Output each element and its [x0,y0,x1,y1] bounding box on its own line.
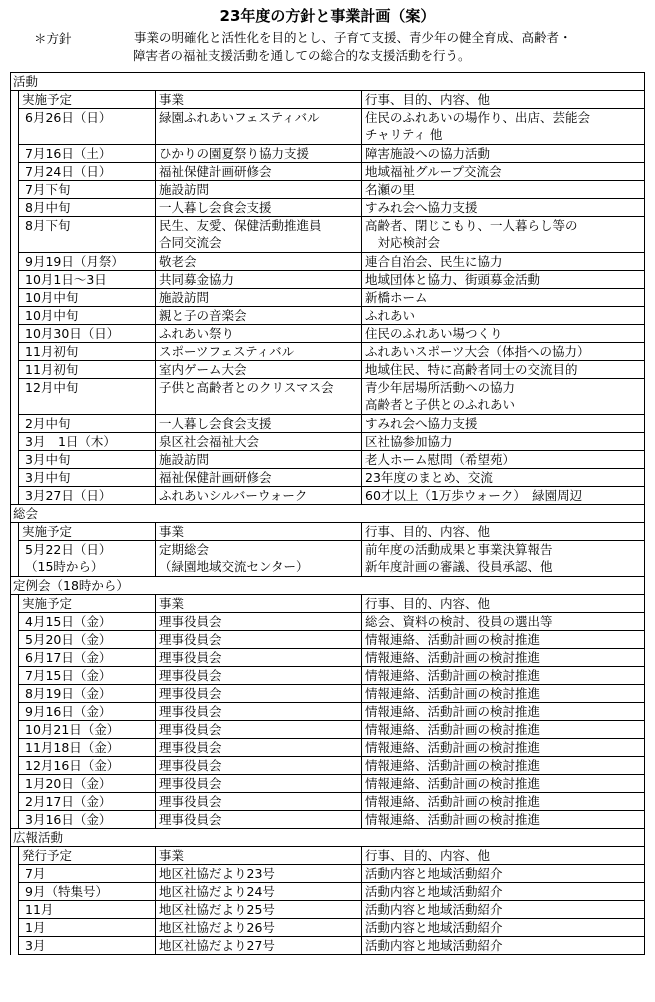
event-cell: 理事役員会 [156,631,362,649]
schedule-cell: 6月17日（金） [19,649,156,667]
details-cell [362,109,645,145]
indent-gutter [11,739,19,757]
indent-gutter [11,775,19,793]
table-row [11,289,645,307]
schedule-cell: 8月下旬 [19,217,156,253]
indent-gutter [11,685,19,703]
table-row [11,721,645,739]
indent-gutter [11,667,19,685]
schedule-cell: 10月1日～3日 [19,271,156,289]
details-cell: 活動内容と地域活動紹介 [362,865,645,883]
details-cell: 60才以上（1万歩ウォーク） 緑園周辺 [362,487,645,505]
details-cell [362,379,645,415]
schedule-cell: 3月中旬 [19,469,156,487]
header-event: 事業 [156,595,362,613]
event-cell: 理事役員会 [156,775,362,793]
event-cell: 地区社協だより27号 [156,937,362,955]
indent-gutter [11,865,19,883]
details-cell: すみれ会へ協力支援 [362,415,645,433]
schedule-cell: 1月20日（金） [19,775,156,793]
table-row [11,451,645,469]
details-cell: 障害施設への協力活動 [362,145,645,163]
event-cell: 理事役員会 [156,757,362,775]
header-schedule: 発行予定 [19,847,156,865]
section-header-row [11,91,645,109]
policy-line-1: 事業の明確化と活性化を目的とし、子育て支援、青少年の健全育成、高齢者・ [134,30,572,45]
schedule-cell: 10月中旬 [19,307,156,325]
event-cell [156,541,362,577]
details-cell: 新橋ホーム [362,289,645,307]
details-cell [362,217,645,253]
table-row [11,703,645,721]
details-cell: 地域福祉グループ交流会 [362,163,645,181]
table-row [11,901,645,919]
table-row [11,361,645,379]
table-row [11,181,645,199]
details-cell: 情報連絡、活動計画の検討推進 [362,739,645,757]
event-cell-line: 民生、友愛、保健活動推進員 [159,218,322,233]
schedule-cell: 12月中旬 [19,379,156,415]
table-row [11,739,645,757]
table-row [11,667,645,685]
details-cell: 情報連絡、活動計画の検討推進 [362,649,645,667]
event-cell: 理事役員会 [156,613,362,631]
table-row [11,919,645,937]
indent-gutter [11,901,19,919]
schedule-cell: 11月18日（金） [19,739,156,757]
header-event: 事業 [156,91,362,109]
header-details: 行事、目的、内容、他 [362,523,645,541]
indent-gutter [11,361,19,379]
table-row [11,469,645,487]
indent-gutter [11,415,19,433]
details-cell-line: 住民のふれあいの場作り、出店、芸能会 [365,110,591,125]
schedule-cell: 11月初旬 [19,361,156,379]
schedule-cell: 3月中旬 [19,451,156,469]
table-row [11,253,645,271]
indent-gutter [11,487,19,505]
event-cell: 理事役員会 [156,793,362,811]
event-cell: 共同募金協力 [156,271,362,289]
section-header-row [11,595,645,613]
policy-block [0,26,655,72]
event-cell: ふれあいシルバーウォーク [156,487,362,505]
details-cell: 情報連絡、活動計画の検討推進 [362,685,645,703]
indent-gutter [11,649,19,667]
table-row [11,541,645,577]
event-cell: 地区社協だより24号 [156,883,362,901]
indent-gutter [11,181,19,199]
indent-gutter [11,451,19,469]
table-row [11,343,645,361]
indent-gutter [11,937,19,955]
event-cell: 福祉保健計画研修会 [156,469,362,487]
details-cell [362,541,645,577]
indent-gutter [11,145,19,163]
event-cell: ひかりの園夏祭り協力支援 [156,145,362,163]
event-cell-line: 合同交流会 [159,235,222,250]
event-cell: 地区社協だより25号 [156,901,362,919]
table-row [11,793,645,811]
schedule-cell: 3月16日（金） [19,811,156,829]
details-cell-line: 新年度計画の審議、役員承認、他 [365,559,553,574]
details-cell: 活動内容と地域活動紹介 [362,883,645,901]
schedule-cell: 9月（特集号） [19,883,156,901]
section-title-row [11,73,645,91]
header-event: 事業 [156,523,362,541]
event-cell: 理事役員会 [156,703,362,721]
header-details: 行事、目的、内容、他 [362,847,645,865]
details-cell: 区社協参加協力 [362,433,645,451]
table-row [11,109,645,145]
event-cell: 理事役員会 [156,721,362,739]
indent-gutter [11,631,19,649]
details-cell: 情報連絡、活動計画の検討推進 [362,721,645,739]
event-cell: 地区社協だより26号 [156,919,362,937]
event-cell: ふれあい祭り [156,325,362,343]
schedule-cell: 5月20日（金） [19,631,156,649]
event-cell: 地区社協だより23号 [156,865,362,883]
details-cell: 情報連絡、活動計画の検討推進 [362,667,645,685]
schedule-cell: 10月30日（日） [19,325,156,343]
table-row [11,325,645,343]
policy-label: ＊方針 [34,31,72,46]
event-cell [156,217,362,253]
indent-gutter [11,253,19,271]
details-cell-line: 青少年居場所活動への協力 [365,380,516,395]
event-cell: スポーツフェスティバル [156,343,362,361]
indent-gutter [11,469,19,487]
indent-gutter [11,883,19,901]
event-cell: 福祉保健計画研修会 [156,163,362,181]
indent-gutter [11,613,19,631]
table-row [11,307,645,325]
indent-gutter [11,109,19,145]
details-cell: ふれあい [362,307,645,325]
document-title: 23年度の方針と事業計画（案） [219,7,436,25]
header-schedule: 実施予定 [19,595,156,613]
schedule-cell-line: 5月22日（日） [25,542,112,557]
section-title: 活動 [11,73,645,91]
indent-gutter [11,523,19,541]
schedule-cell: 9月16日（金） [19,703,156,721]
event-cell: 施設訪問 [156,289,362,307]
event-cell-line: 定期総会 [159,542,210,557]
event-cell: 子供と高齢者とのクリスマス会 [156,379,362,415]
indent-gutter [11,199,19,217]
schedule-cell: 3月 1日（木） [19,433,156,451]
schedule-cell: 9月19日（月祭） [19,253,156,271]
event-cell: 施設訪問 [156,181,362,199]
details-cell: すみれ会へ協力支援 [362,199,645,217]
event-cell: 理事役員会 [156,685,362,703]
details-cell: 活動内容と地域活動紹介 [362,901,645,919]
schedule-cell: 1月 [19,919,156,937]
details-cell-line: 対応検討会 [365,235,441,250]
indent-gutter [11,793,19,811]
event-cell: 理事役員会 [156,667,362,685]
schedule-cell: 3月27日（日） [19,487,156,505]
schedule-cell: 7月16日（土） [19,145,156,163]
section-title-row [11,577,645,595]
schedule-cell: 8月19日（金） [19,685,156,703]
details-cell-line: 高齢者と子供とのふれあい [365,397,516,412]
table-row [11,775,645,793]
event-cell: 泉区社会福祉大会 [156,433,362,451]
event-cell: 理事役員会 [156,811,362,829]
table-row [11,649,645,667]
indent-gutter [11,433,19,451]
plan-table [10,72,645,955]
header-event: 事業 [156,847,362,865]
table-row [11,685,645,703]
schedule-cell: 11月 [19,901,156,919]
table-row [11,271,645,289]
details-cell: 活動内容と地域活動紹介 [362,937,645,955]
section-title-row [11,505,645,523]
schedule-cell: 7月24日（日） [19,163,156,181]
indent-gutter [11,757,19,775]
event-cell: 一人暮し会食会支援 [156,415,362,433]
event-cell: 施設訪問 [156,451,362,469]
schedule-cell: 11月初旬 [19,343,156,361]
details-cell: 情報連絡、活動計画の検討推進 [362,703,645,721]
indent-gutter [11,217,19,253]
event-cell: 理事役員会 [156,649,362,667]
table-row [11,937,645,955]
indent-gutter [11,343,19,361]
section-title-row [11,829,645,847]
event-cell-line: （緑園地域交流センター） [159,559,309,574]
table-row [11,631,645,649]
section-title: 総会 [11,505,645,523]
schedule-cell: 7月下旬 [19,181,156,199]
event-cell: 親と子の音楽会 [156,307,362,325]
event-cell: 緑園ふれあいフェスティバル [156,109,362,145]
indent-gutter [11,847,19,865]
event-cell: 室内ゲーム大会 [156,361,362,379]
details-cell: 総会、資料の検討、役員の選出等 [362,613,645,631]
schedule-cell: 10月中旬 [19,289,156,307]
schedule-cell [19,541,156,577]
indent-gutter [11,721,19,739]
table-row [11,415,645,433]
table-row [11,145,645,163]
indent-gutter [11,91,19,109]
section-header-row [11,523,645,541]
event-cell: 敬老会 [156,253,362,271]
indent-gutter [11,163,19,181]
table-row [11,613,645,631]
table-row [11,217,645,253]
details-cell-line: 高齢者、閉じこもり、一人暮らし等の [365,218,578,233]
schedule-cell: 7月 [19,865,156,883]
policy-text [134,29,649,65]
details-cell: 住民のふれあい場つくり [362,325,645,343]
indent-gutter [11,271,19,289]
indent-gutter [11,919,19,937]
schedule-cell: 2月17日（金） [19,793,156,811]
details-cell: ふれあいスポーツ大会（体指への協力） [362,343,645,361]
table-row [11,379,645,415]
indent-gutter [11,307,19,325]
schedule-cell-line: （15時から） [25,559,104,574]
schedule-cell: 3月 [19,937,156,955]
details-cell: 地域住民、特に高齢者同士の交流目的 [362,361,645,379]
plan-table-body [11,73,645,955]
header-schedule: 実施予定 [19,523,156,541]
event-cell: 一人暮し会食会支援 [156,199,362,217]
details-cell: 情報連絡、活動計画の検討推進 [362,811,645,829]
section-header-row [11,847,645,865]
section-title: 定例会（18時から） [11,577,645,595]
header-schedule: 実施予定 [19,91,156,109]
schedule-cell: 12月16日（金） [19,757,156,775]
table-row [11,163,645,181]
schedule-cell: 7月15日（金） [19,667,156,685]
indent-gutter [11,541,19,577]
event-cell: 理事役員会 [156,739,362,757]
table-row [11,757,645,775]
details-cell-line: 前年度の活動成果と事業決算報告 [365,542,553,557]
table-row [11,811,645,829]
details-cell: 地域団体と協力、街頭募金活動 [362,271,645,289]
schedule-cell: 6月26日（日） [19,109,156,145]
indent-gutter [11,811,19,829]
details-cell: 情報連絡、活動計画の検討推進 [362,775,645,793]
table-row [11,883,645,901]
table-row [11,487,645,505]
indent-gutter [11,325,19,343]
details-cell: 情報連絡、活動計画の検討推進 [362,757,645,775]
table-row [11,865,645,883]
details-cell: 老人ホーム慰問（希望苑） [362,451,645,469]
details-cell: 情報連絡、活動計画の検討推進 [362,793,645,811]
header-details: 行事、目的、内容、他 [362,91,645,109]
details-cell: 活動内容と地域活動紹介 [362,919,645,937]
details-cell: 情報連絡、活動計画の検討推進 [362,631,645,649]
policy-line-2: 障害者の福祉支援活動を通しての総合的な支援活動を行う。 [133,48,471,63]
details-cell: 連合自治会、民生に協力 [362,253,645,271]
details-cell: 名瀬の里 [362,181,645,199]
table-row [11,433,645,451]
table-row [11,199,645,217]
schedule-cell: 4月15日（金） [19,613,156,631]
schedule-cell: 2月中旬 [19,415,156,433]
schedule-cell: 10月21日（金） [19,721,156,739]
details-cell-line: チャリティ 他 [365,127,443,142]
indent-gutter [11,703,19,721]
indent-gutter [11,289,19,307]
indent-gutter [11,379,19,415]
section-title: 広報活動 [11,829,645,847]
schedule-cell: 8月中旬 [19,199,156,217]
indent-gutter [11,595,19,613]
details-cell: 23年度のまとめ、交流 [362,469,645,487]
header-details: 行事、目的、内容、他 [362,595,645,613]
